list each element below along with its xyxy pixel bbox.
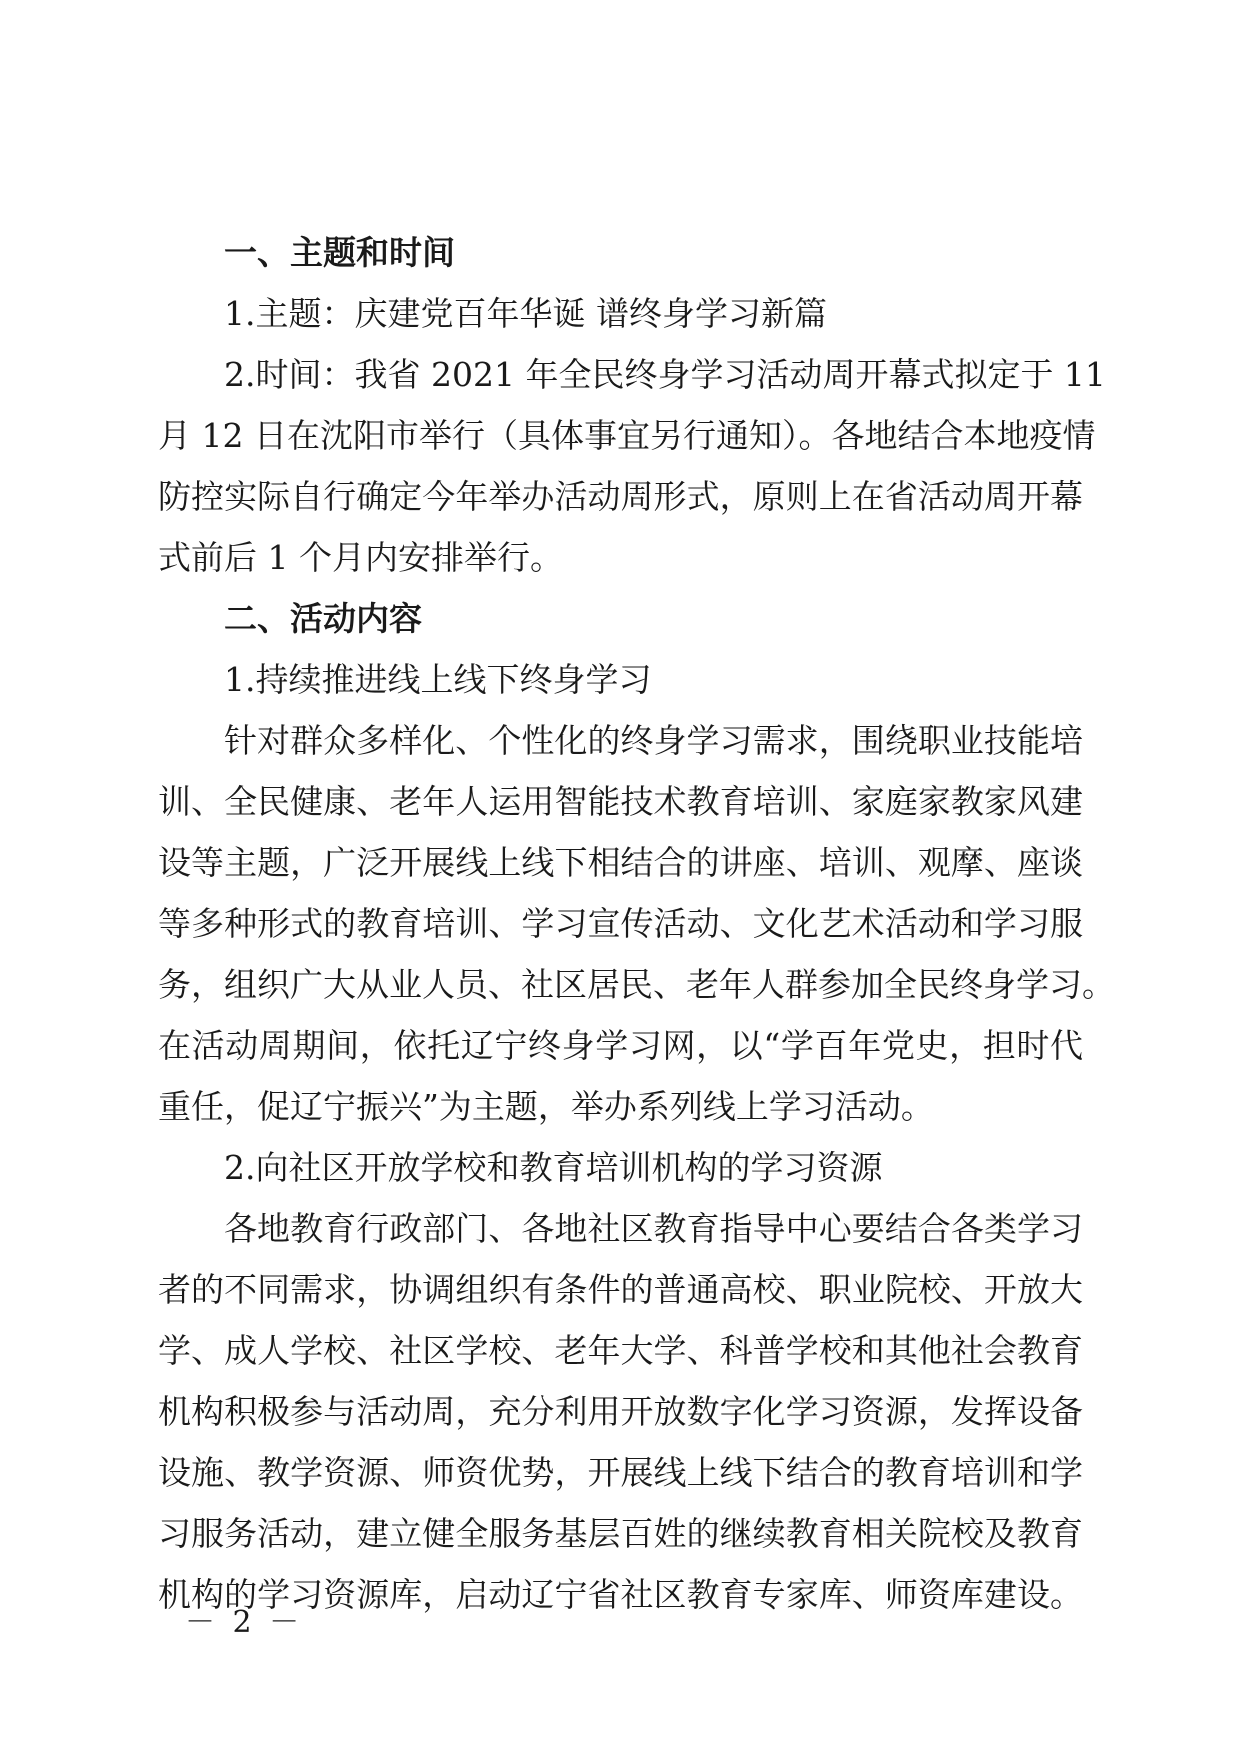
paragraph-line: 等多种形式的教育培训、学习宣传活动、文化艺术活动和学习服 — [158, 904, 1083, 943]
subsection-title: 1.持续推进线上线下终身学习 — [224, 660, 652, 699]
section-heading-activities: 二、活动内容 — [224, 599, 422, 638]
paragraph-line: 学、成人学校、社区学校、老年大学、科普学校和其他社会教育 — [158, 1331, 1083, 1370]
paragraph-line: 机构的学习资源库，启动辽宁省社区教育专家库、师资库建设。 — [158, 1575, 1083, 1614]
subsection-title: 2.向社区开放学校和教育培训机构的学习资源 — [224, 1148, 883, 1187]
paragraph-line: 月 12 日在沈阳市举行（具体事宜另行通知）。各地结合本地疫情 — [158, 416, 1096, 455]
paragraph-line: 设施、教学资源、师资优势，开展线上线下结合的教育培训和学 — [158, 1453, 1083, 1492]
document-body — [158, 222, 1115, 1625]
paragraph-line: 针对群众多样化、个性化的终身学习需求，围绕职业技能培 — [224, 721, 1083, 760]
paragraph-line: 在活动周期间，依托辽宁终身学习网，以“学百年党史，担时代 — [158, 1026, 1083, 1065]
paragraph-line: 2.时间：我省 2021 年全民终身学习活动周开幕式拟定于 11 — [224, 355, 1106, 394]
paragraph-line: 习服务活动，建立健全服务基层百姓的继续教育相关院校及教育 — [158, 1514, 1083, 1553]
paragraph-line: 式前后 1 个月内安排举行。 — [158, 538, 563, 577]
paragraph-line: 务，组织广大从业人员、社区居民、老年人群参加全民终身学习。 — [158, 965, 1115, 1004]
page-number: － 2 － — [185, 1605, 304, 1640]
paragraph-line: 训、全民健康、老年人运用智能技术教育培训、家庭家教家风建 — [158, 782, 1083, 821]
section-heading-theme-time: 一、主题和时间 — [224, 233, 455, 272]
theme-line: 1.主题：庆建党百年华诞 谱终身学习新篇 — [224, 294, 827, 333]
paragraph-line: 各地教育行政部门、各地社区教育指导中心要结合各类学习 — [224, 1209, 1083, 1248]
paragraph-line: 者的不同需求，协调组织有条件的普通高校、职业院校、开放大 — [158, 1270, 1083, 1309]
paragraph-line: 防控实际自行确定今年举办活动周形式，原则上在省活动周开幕 — [158, 477, 1083, 516]
paragraph-line: 重任，促辽宁振兴”为主题，举办系列线上学习活动。 — [158, 1087, 934, 1126]
paragraph-line: 机构积极参与活动周，充分利用开放数字化学习资源，发挥设备 — [158, 1392, 1083, 1431]
paragraph-line: 设等主题，广泛开展线上线下相结合的讲座、培训、观摩、座谈 — [158, 843, 1083, 882]
